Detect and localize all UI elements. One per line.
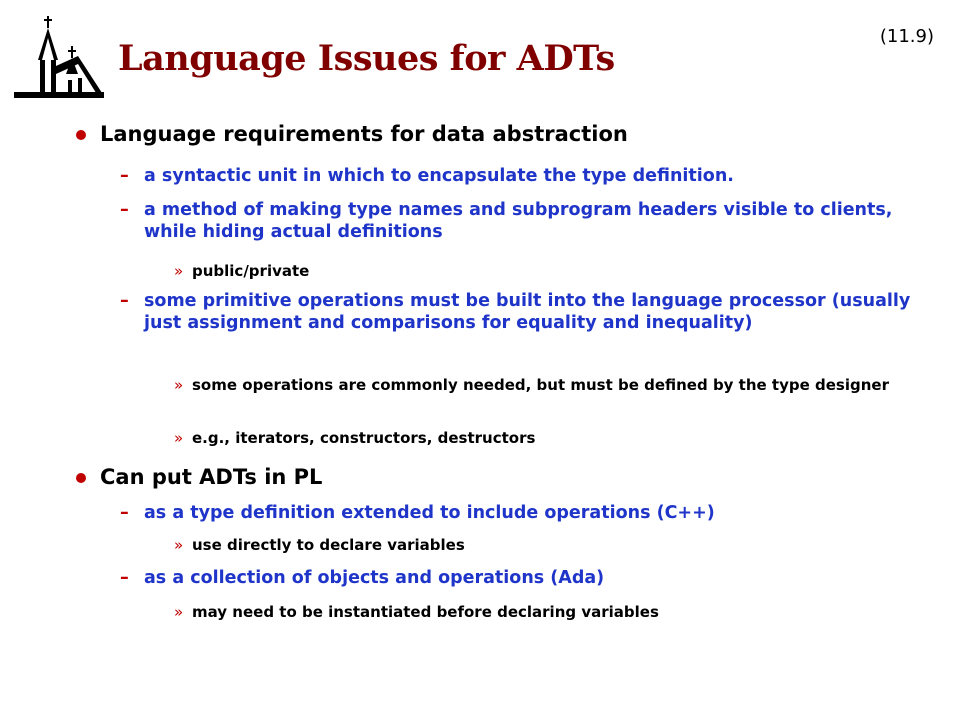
bullet-dot-icon <box>76 130 86 140</box>
dash-marker: – <box>120 200 129 220</box>
bullet-text: public/private <box>192 262 310 280</box>
bullet-text: as a collection of objects and operations (Ada) <box>144 568 605 588</box>
raquo-marker: » <box>174 376 184 394</box>
bullet-level3 <box>174 429 912 447</box>
bullet-dot-icon <box>76 473 86 483</box>
bullet-text: some operations are commonly needed, but must be defined by the type designer <box>192 376 889 394</box>
dash-marker: – <box>120 166 129 186</box>
bullet-level2 <box>120 199 924 243</box>
dash-marker: – <box>120 503 129 523</box>
bullet-level2 <box>120 502 924 524</box>
bullet-text: e.g., iterators, constructors, destructors <box>192 429 536 447</box>
bullet-level2 <box>120 290 924 334</box>
raquo-marker: » <box>174 603 184 621</box>
bullet-level3 <box>174 376 912 394</box>
bullet-text: use directly to declare variables <box>192 536 465 554</box>
bullet-text: as a type definition extended to include operations (C++) <box>144 503 715 523</box>
bullet-text: Language requirements for data abstraction <box>100 122 628 146</box>
church-logo-icon <box>12 16 108 100</box>
bullet-text: some primitive operations must be built into the language processor (usually just assignment and comparisons for equality and inequality) <box>144 291 911 333</box>
bullet-level1 <box>100 465 322 489</box>
dash-marker: – <box>120 568 129 588</box>
bullet-level2 <box>120 165 924 187</box>
bullet-text: Can put ADTs in PL <box>100 465 323 489</box>
slide-number: (11.9) <box>879 26 934 47</box>
bullet-level3 <box>174 262 912 280</box>
raquo-marker: » <box>174 536 184 554</box>
raquo-marker: » <box>174 262 184 280</box>
bullet-level3 <box>174 603 912 621</box>
dash-marker: – <box>120 291 129 311</box>
raquo-marker: » <box>174 429 184 447</box>
bullet-text: may need to be instantiated before declaring variables <box>192 603 659 621</box>
bullet-level3 <box>174 536 912 554</box>
slide-title: Language Issues for ADTs <box>118 38 615 79</box>
bullet-level2 <box>120 567 924 589</box>
bullet-text: a method of making type names and subprogram headers visible to clients, while hiding actual definitions <box>144 200 893 242</box>
bullet-text: a syntactic unit in which to encapsulate the type definition. <box>144 166 734 186</box>
bullet-level1 <box>100 122 628 146</box>
